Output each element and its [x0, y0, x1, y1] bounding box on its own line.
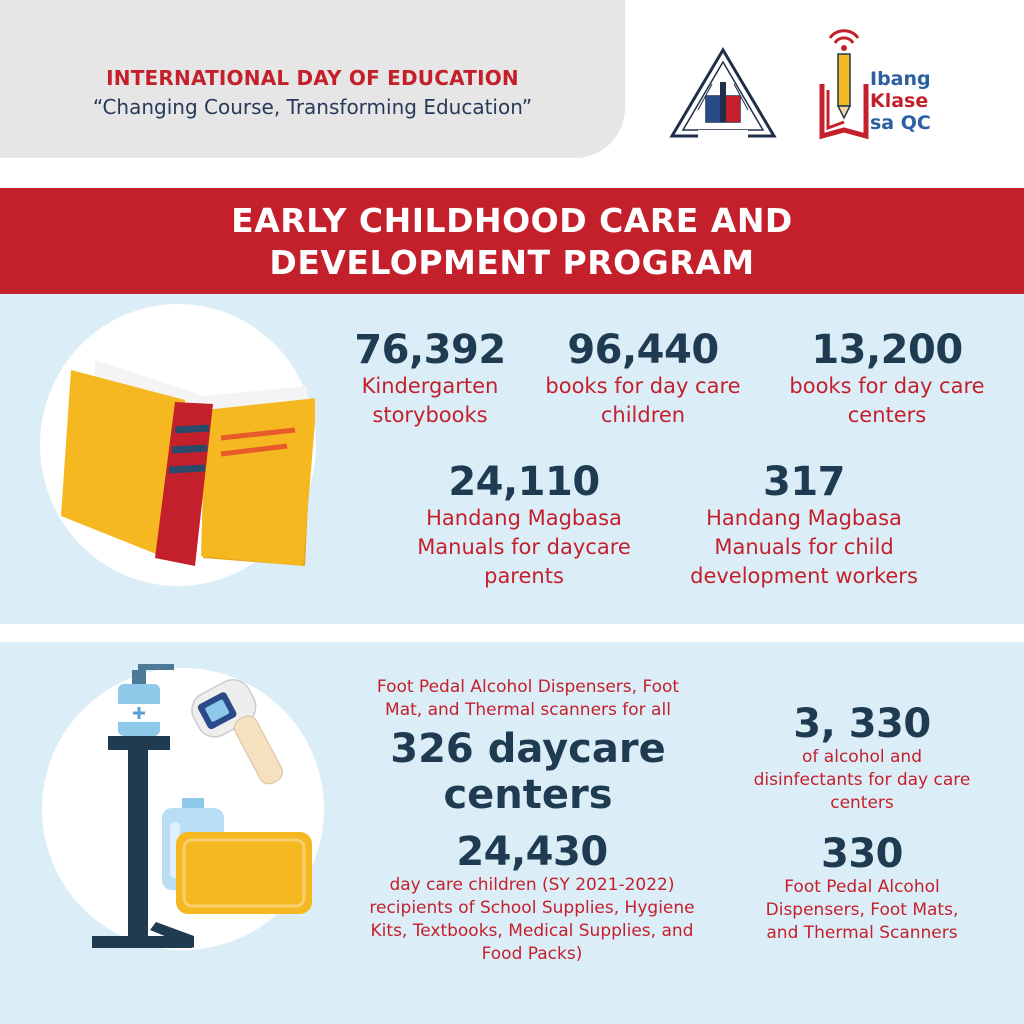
- stat-value: 13,200: [811, 327, 963, 373]
- stat-books-daycare-children: [528, 328, 758, 430]
- stat-label-line-1: Kindergarten: [361, 374, 499, 398]
- banner-title: [0, 200, 1024, 284]
- stat-label-line-1: of alcohol and: [802, 747, 922, 767]
- book-icon: [55, 330, 315, 570]
- stat-label-line-2: Dispensers, Foot Mats,: [765, 900, 959, 920]
- header-subtitle: “Changing Course, Transforming Education”: [92, 95, 533, 119]
- header-title: INTERNATIONAL DAY OF EDUCATION: [106, 66, 519, 90]
- stat-label-line-1: books for day care: [789, 374, 985, 398]
- intro-text: [342, 676, 714, 722]
- stat-value: 76,392: [354, 327, 506, 373]
- stat-value: 24,110: [448, 459, 600, 505]
- stat-label-line-2: centers: [847, 403, 927, 427]
- stat-books-daycare-centers: [770, 328, 1004, 430]
- stat-label-line-3: development workers: [690, 564, 918, 588]
- brand-line-2: Klase: [870, 90, 929, 112]
- banner-title-line-2: DEVELOPMENT PROGRAM: [269, 243, 755, 282]
- sanitation-supplies-icon: [90, 662, 330, 962]
- stat-label-line-3: parents: [484, 564, 564, 588]
- stat-label-line-2: Manuals for child: [714, 535, 894, 559]
- stat-label-line-2: recipients of School Supplies, Hygiene: [369, 898, 695, 918]
- stat-label-line-1: books for day care: [545, 374, 741, 398]
- centers-line-1: 326 daycare: [390, 726, 666, 772]
- banner-title-line-1: EARLY CHILDHOOD CARE AND: [231, 201, 793, 240]
- stat-value: 330: [821, 831, 903, 877]
- stat-daycare-children: [352, 830, 712, 966]
- stat-label-line-4: Food Packs): [481, 944, 583, 964]
- stat-foot-pedal-dispensers: [730, 832, 994, 945]
- ibang-klase-logo-icon: [818, 24, 870, 146]
- stat-daycare-centers: [342, 726, 714, 818]
- centers-line-2: centers: [443, 772, 613, 818]
- stat-label-line-2: children: [600, 403, 686, 427]
- stat-manuals-workers: [660, 460, 948, 591]
- stat-label-line-3: Kits, Textbooks, Medical Supplies, and: [370, 921, 694, 941]
- stat-manuals-parents: [395, 460, 653, 591]
- quezon-city-seal-icon: [668, 46, 778, 142]
- stat-value: 317: [763, 459, 845, 505]
- stat-label-line-1: day care children (SY 2021-2022): [389, 875, 675, 895]
- stat-label-line-2: storybooks: [372, 403, 488, 427]
- stat-value: 3, 330: [793, 701, 931, 747]
- brand-line-3: sa QC: [870, 112, 931, 134]
- stat-label-line-1: Handang Magbasa: [426, 506, 622, 530]
- brand-line-1: Ibang: [870, 68, 931, 90]
- stat-value: 24,430: [456, 829, 608, 875]
- stat-label-line-2: Manuals for daycare: [417, 535, 631, 559]
- ibang-klase-logo: [818, 24, 968, 146]
- stat-alcohol-disinfectants: [730, 702, 994, 815]
- intro-line-1: Foot Pedal Alcohol Dispensers, Foot: [376, 677, 680, 697]
- stat-label-line-3: centers: [830, 793, 894, 813]
- stat-label-line-1: Handang Magbasa: [706, 506, 902, 530]
- stat-label-line-1: Foot Pedal Alcohol: [784, 877, 940, 897]
- stat-value: 96,440: [567, 327, 719, 373]
- stat-kindergarten-storybooks: [330, 328, 530, 430]
- stat-label-line-3: and Thermal Scanners: [766, 923, 958, 943]
- intro-line-2: Mat, and Thermal scanners for all: [385, 700, 671, 720]
- stat-label-line-2: disinfectants for day care: [753, 770, 971, 790]
